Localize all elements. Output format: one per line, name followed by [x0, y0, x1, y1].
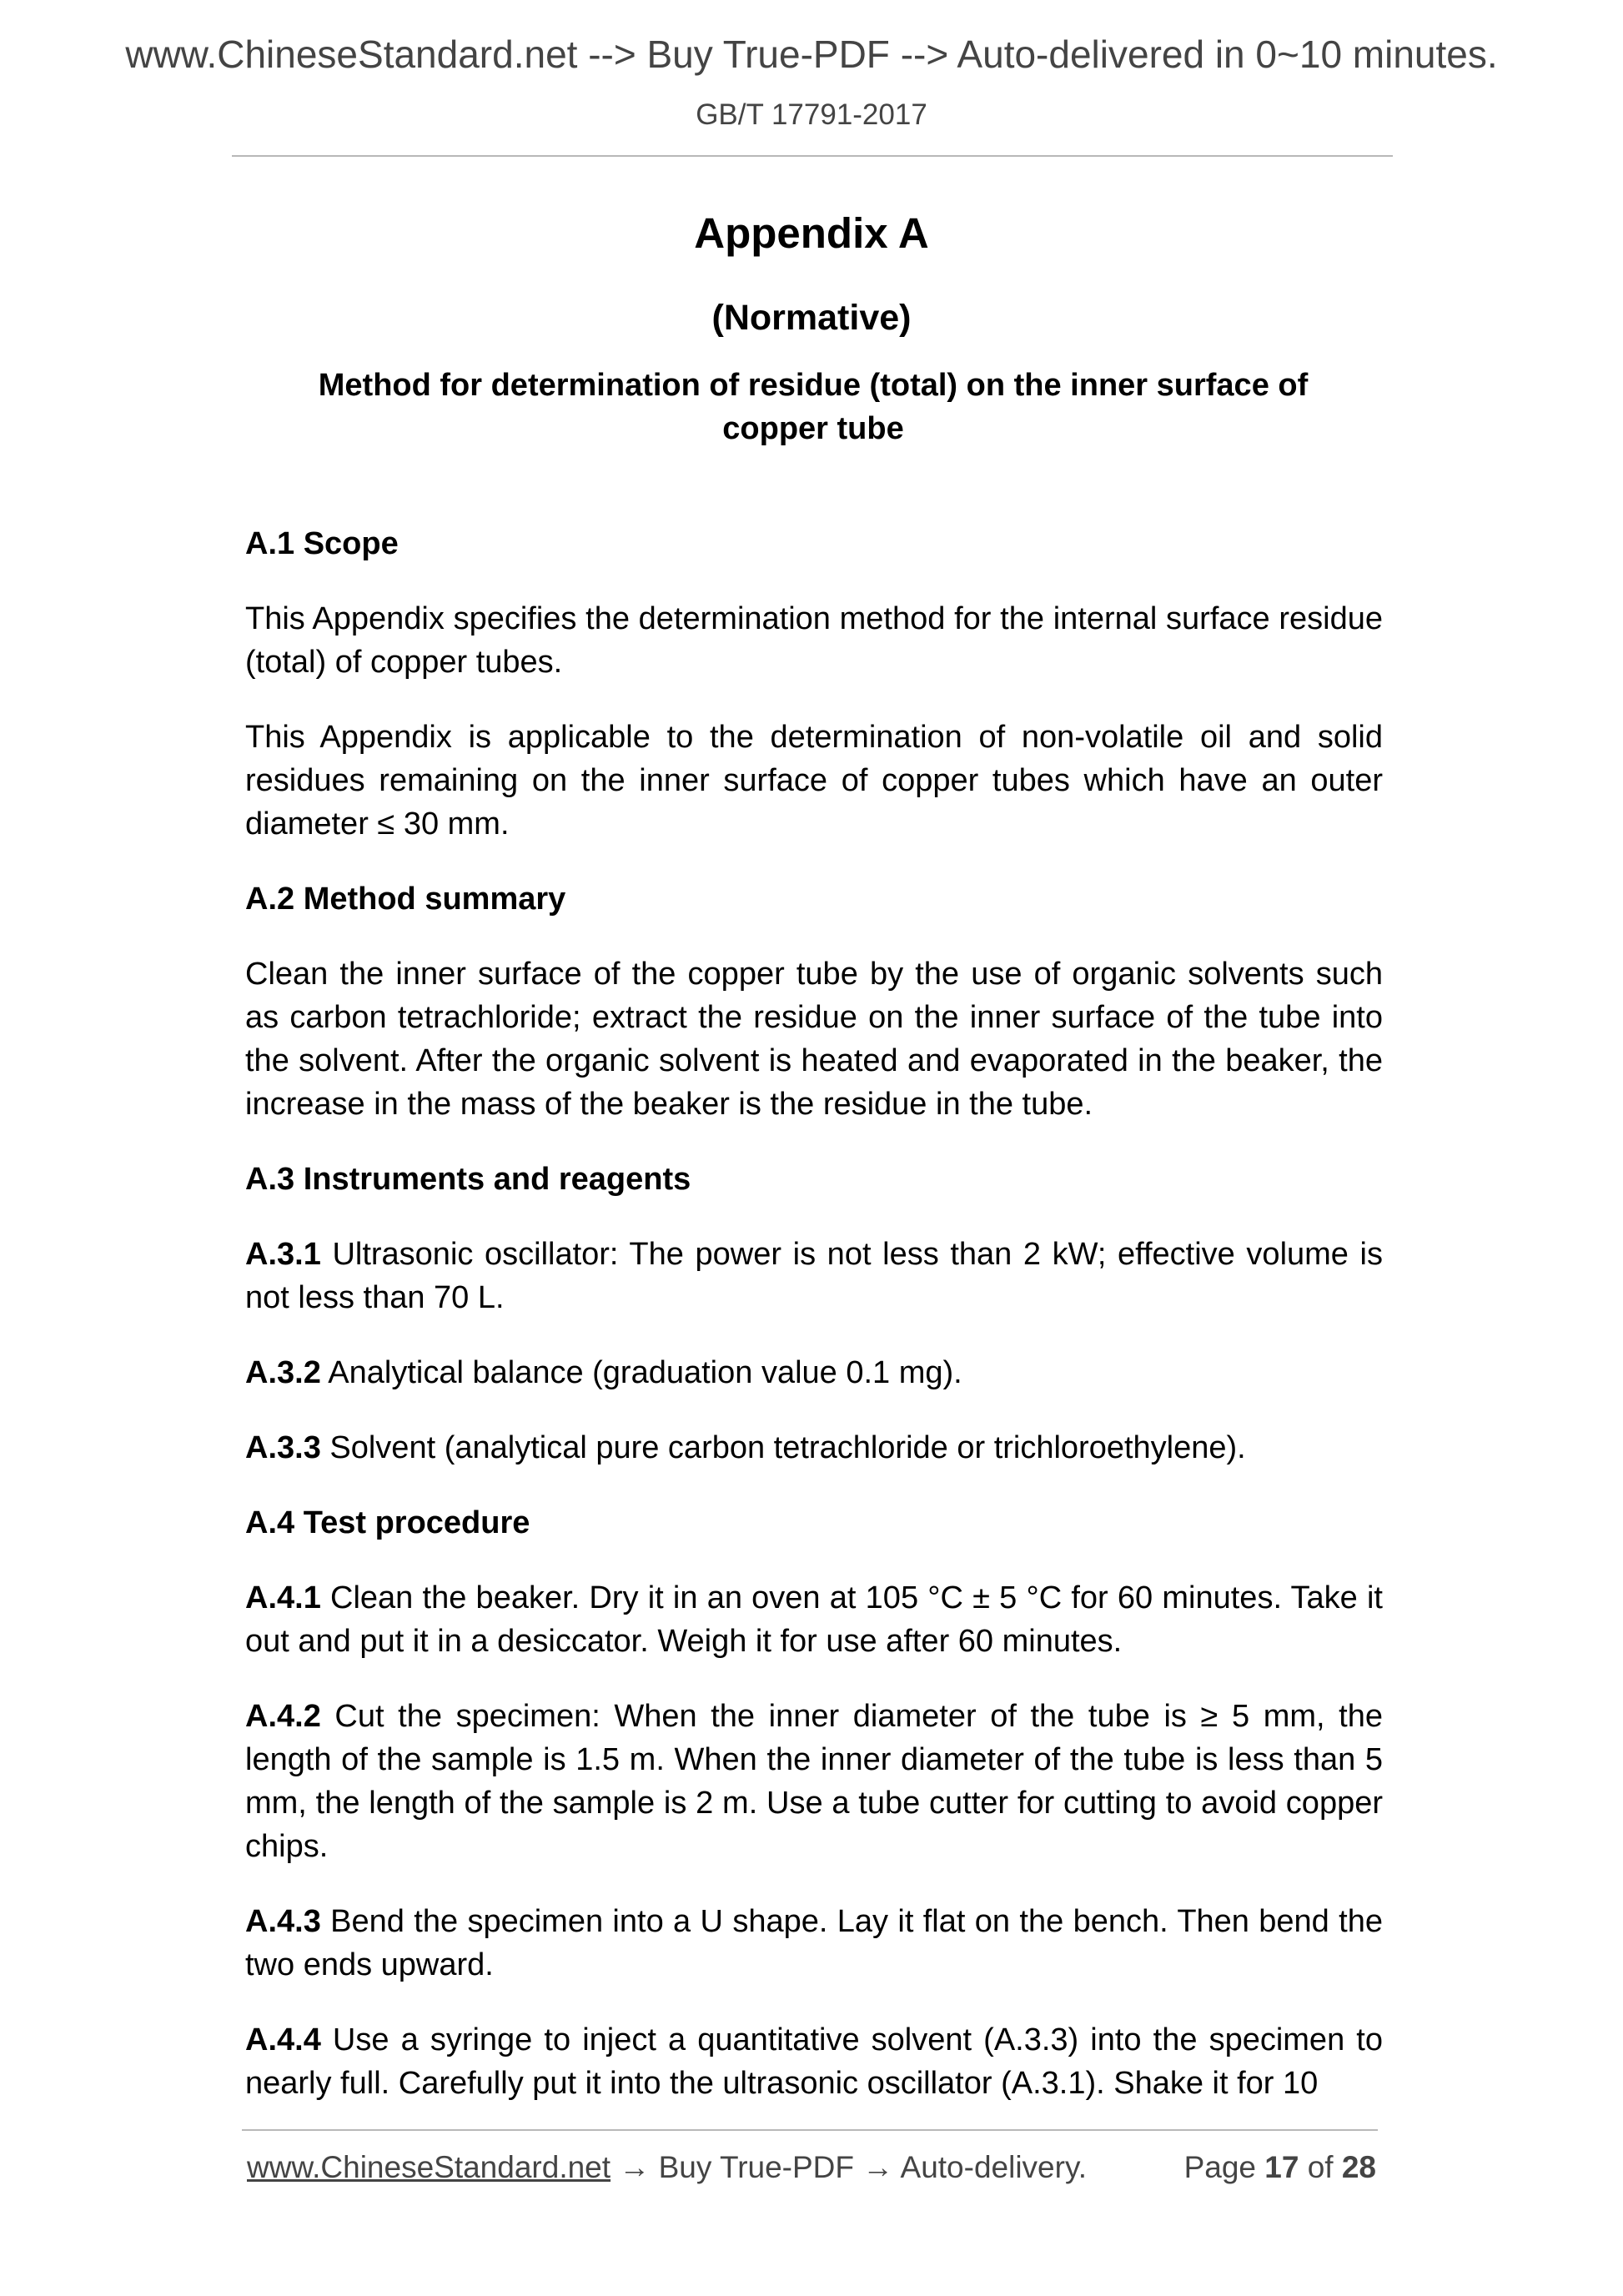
clause-number: A.4.1 [245, 1580, 321, 1615]
clause-text: Clean the beaker. Dry it in an oven at 105 °C ± 5 °C for 60 minutes. Take it out and put it in a desiccator. Weigh it for use after 60 minutes. [245, 1580, 1383, 1659]
clause-text: Use a syringe to inject a quantitative solvent (A.3.3) into the specimen to nearly full. Carefully put it into the ultrasonic oscillator (A.3.1). Shake it for 10 [245, 2022, 1383, 2101]
appendix-subtitle: (Normative) [711, 298, 912, 338]
paragraph: Clean the inner surface of the copper tube by the use of organic solvents such as carbon tetrachloride; extract the residue on the inner surface of the tube into the solvent. After the organic solvent is heated and evaporated in the beaker, the increase in the mass of the beaker is the residue in the tube. [245, 957, 1383, 1122]
clause-a3-1 [245, 1233, 1383, 1319]
paragraph: This Appendix is applicable to the determination of non-volatile oil and solid residues remaining on the inner surface of copper tubes which have an outer diameter ≤ 30 mm. [245, 720, 1383, 842]
clause-a4-3 [245, 1900, 1383, 1987]
page-indicator: Page 17 of 28 [1183, 2150, 1376, 2184]
document-number: GB/T 17791-2017 [696, 98, 927, 131]
clause-text: Bend the specimen into a U shape. Lay it flat on the bench. Then bend the two ends upward. [245, 1904, 1383, 1982]
document-body [245, 522, 1383, 2137]
current-page: 17 [1264, 2150, 1299, 2184]
clause-a3-3 [245, 1426, 1383, 1470]
clause-text: Solvent (analytical pure carbon tetrachloride or trichloroethylene). [320, 1430, 1246, 1465]
clause-number: A.4.2 [245, 1699, 321, 1734]
clause-number: A.4.3 [245, 1904, 321, 1939]
section-heading-a1: A.1 Scope [245, 526, 399, 561]
footer-promo [247, 2150, 1087, 2185]
clause-text: Cut the specimen: When the inner diameter of the tube is ≥ 5 mm, the length of the sample is 1.5 m. When the inner diameter of the tube is less than 5 mm, the length of the sample is 2 m. Use a tube cutter for cutting to avoid copper chips. [245, 1699, 1383, 1864]
footer-divider [242, 2129, 1378, 2131]
total-pages: 28 [1341, 2150, 1376, 2184]
clause-number: A.3.2 [245, 1355, 321, 1390]
header-divider [232, 155, 1393, 157]
footer-promo-text: → Buy True-PDF → Auto-delivery. [611, 2150, 1087, 2184]
clause-text: Ultrasonic oscillator: The power is not less than 2 kW; effective volume is not less than 70 L. [245, 1237, 1383, 1315]
clause-a4-4 [245, 2018, 1383, 2105]
clause-number: A.3.3 [245, 1430, 321, 1465]
section-heading-a3: A.3 Instruments and reagents [245, 1162, 691, 1197]
paragraph: This Appendix specifies the determination method for the internal surface residue (total) of copper tubes. [245, 601, 1383, 680]
header-banner: www.ChineseStandard.net --> Buy True-PDF --> Auto-delivered in 0~10 minutes. [125, 33, 1498, 76]
clause-text: Analytical balance (graduation value 0.1 mg). [320, 1355, 962, 1390]
footer-site-link[interactable]: www.ChineseStandard.net [247, 2150, 611, 2184]
section-heading-a4: A.4 Test procedure [245, 1505, 530, 1540]
clause-a3-2 [245, 1351, 1383, 1394]
method-title: Method for determination of residue (total) on the inner surface of copper tube [318, 368, 1309, 446]
appendix-title: Appendix A [694, 209, 929, 257]
clause-a4-2 [245, 1695, 1383, 1868]
clause-number: A.3.1 [245, 1237, 321, 1272]
page-footer [247, 2150, 1376, 2185]
clause-number: A.4.4 [245, 2022, 321, 2057]
section-heading-a2: A.2 Method summary [245, 882, 566, 917]
clause-a4-1 [245, 1576, 1383, 1663]
